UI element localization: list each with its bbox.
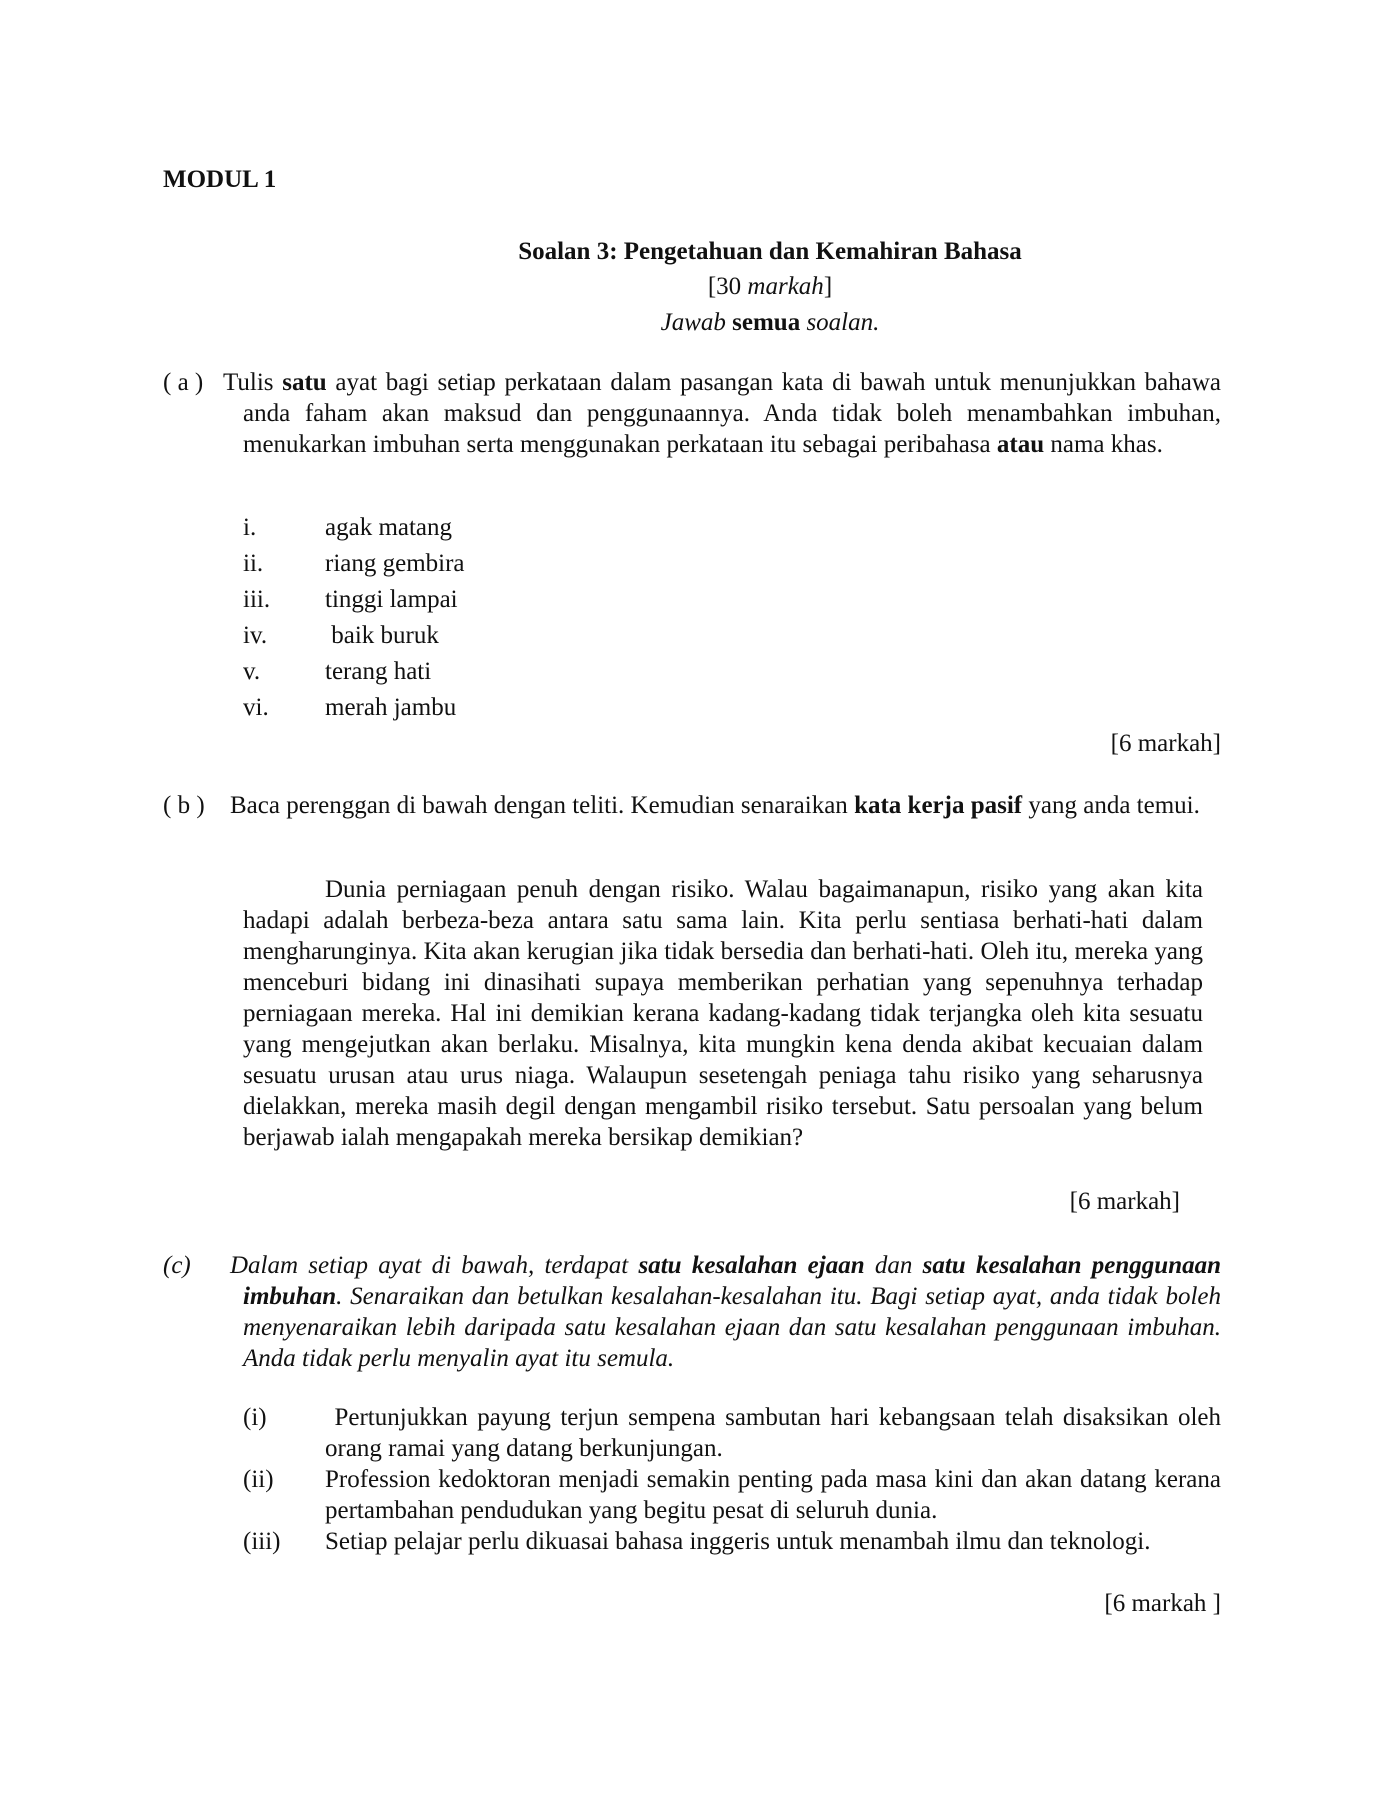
part-a-item-num: iii. xyxy=(243,586,271,613)
part-b-label: ( b ) xyxy=(163,792,205,819)
part-a-text-3: nama khas. xyxy=(1044,431,1163,458)
part-a-item-text: baik buruk xyxy=(325,622,439,649)
module-heading: MODUL 1 xyxy=(163,166,277,193)
part-b-text-2: yang anda temui. xyxy=(1022,792,1200,819)
total-marks-word: markah xyxy=(747,273,824,300)
part-c-text-1: Dalam setiap ayat di bawah, terdapat xyxy=(230,1252,639,1279)
instruction-part-c: soalan. xyxy=(800,309,880,336)
section-title: Soalan 3: Pengetahuan dan Kemahiran Bahasa xyxy=(518,238,1022,265)
total-marks xyxy=(330,271,1210,302)
part-a-question xyxy=(223,367,1221,460)
part-c-item-num: (iii) xyxy=(243,1528,281,1555)
part-a-label: ( a ) xyxy=(163,369,204,396)
part-a-item-text: agak matang xyxy=(325,514,453,541)
part-a-marks: [6 markah] xyxy=(1110,730,1221,757)
part-c-marks: [6 markah ] xyxy=(1104,1590,1221,1617)
part-a-item-text: riang gembira xyxy=(325,550,465,577)
part-a-text-1: Tulis xyxy=(223,369,283,396)
total-marks-open: [30 xyxy=(707,273,748,300)
part-c-question xyxy=(230,1250,1221,1374)
part-c-item-text: Profession kedoktoran menjadi semakin penting pada masa kini dan akan datang kerana pertambahan pendudukan yang begitu pesat di seluruh dunia. xyxy=(325,1466,1221,1524)
instruction-line xyxy=(330,307,1210,338)
part-b-passage: Dunia perniagaan penuh dengan risiko. Walau bagaimanapun, risiko yang akan kita hadapi adalah berbeza-beza antara satu sama lain. Kita perlu sentiasa berhati-hati dalam mengharunginya. Kita akan kerugian jika tidak bersedia dan berhati-hati. Oleh itu, mereka yang menceburi bidang ini dinasihati supaya memberikan perhatian yang sepenuhnya terhadap perniagaan mereka. Hal ini demikian kerana kadang-kadang tidak terjangka oleh kita sesuatu yang mengejutkan akan berlaku. Misalnya, kita mungkin kena denda akibat kecuaian dalam sesuatu urusan atau urus niaga. Walaupun sesetengah peniaga tahu risiko yang seharusnya dielakkan, mereka masih degil dengan mengambil risiko tersebut. Satu persoalan yang belum berjawab ialah mengapakah mereka bersikap demikian? xyxy=(243,876,1203,1151)
part-c-item-text: Setiap pelajar perlu dikuasai bahasa inggeris untuk menambah ilmu dan teknologi. xyxy=(325,1528,1151,1555)
instruction-part-b: semua xyxy=(732,309,801,336)
part-a-item-num: v. xyxy=(243,658,261,685)
part-a-item-num: vi. xyxy=(243,694,269,721)
instruction-part-a: Jawab xyxy=(660,309,733,336)
total-marks-close: ] xyxy=(823,273,833,300)
part-a-bold-2: atau xyxy=(996,431,1045,458)
part-c-item-num: (i) xyxy=(243,1404,267,1431)
part-c-item-num: (ii) xyxy=(243,1466,274,1493)
part-c-text-3: . Senaraikan dan betulkan kesalahan-kesalahan itu. Bagi setiap ayat, anda tidak boleh menyenaraikan lebih daripada satu kesalahan ejaan dan satu kesalahan penggunaan imbuhan. Anda tidak perlu menyalin ayat itu semula. xyxy=(243,1283,1221,1372)
part-a-bold-1: satu xyxy=(282,369,327,396)
part-a-item-num: i. xyxy=(243,514,257,541)
part-b-bold: kata kerja pasif xyxy=(854,792,1023,819)
part-c-bold-1: satu kesalahan ejaan xyxy=(638,1252,865,1279)
part-c-item-text: Pertunjukkan payung terjun sempena sambutan hari kebangsaan telah disaksikan oleh orang ramai yang datang berkunjungan. xyxy=(325,1404,1228,1462)
part-a-item-text: merah jambu xyxy=(325,694,457,721)
part-c-bold-2: satu kesalahan penggunaan imbuhan xyxy=(243,1252,1221,1310)
part-c-label: (c) xyxy=(163,1252,191,1279)
part-b-marks: [6 markah] xyxy=(1069,1188,1180,1215)
part-a-item-text: terang hati xyxy=(325,658,432,685)
part-c-text-2: dan xyxy=(864,1252,923,1279)
part-a-item-num: ii. xyxy=(243,550,264,577)
part-a-item-text: tinggi lampai xyxy=(325,586,458,613)
part-a-item-num: iv. xyxy=(243,622,268,649)
part-b-text-1: Baca perenggan di bawah dengan teliti. Kemudian senaraikan xyxy=(230,792,855,819)
part-a-text-2: ayat bagi setiap perkataan dalam pasangan kata di bawah untuk menunjukkan bahawa anda faham akan maksud dan penggunaannya. Anda tidak boleh menambahkan imbuhan, menukarkan imbuhan serta menggunakan perkataan itu sebagai peribahasa xyxy=(243,369,1221,458)
part-b-question xyxy=(230,790,1221,821)
